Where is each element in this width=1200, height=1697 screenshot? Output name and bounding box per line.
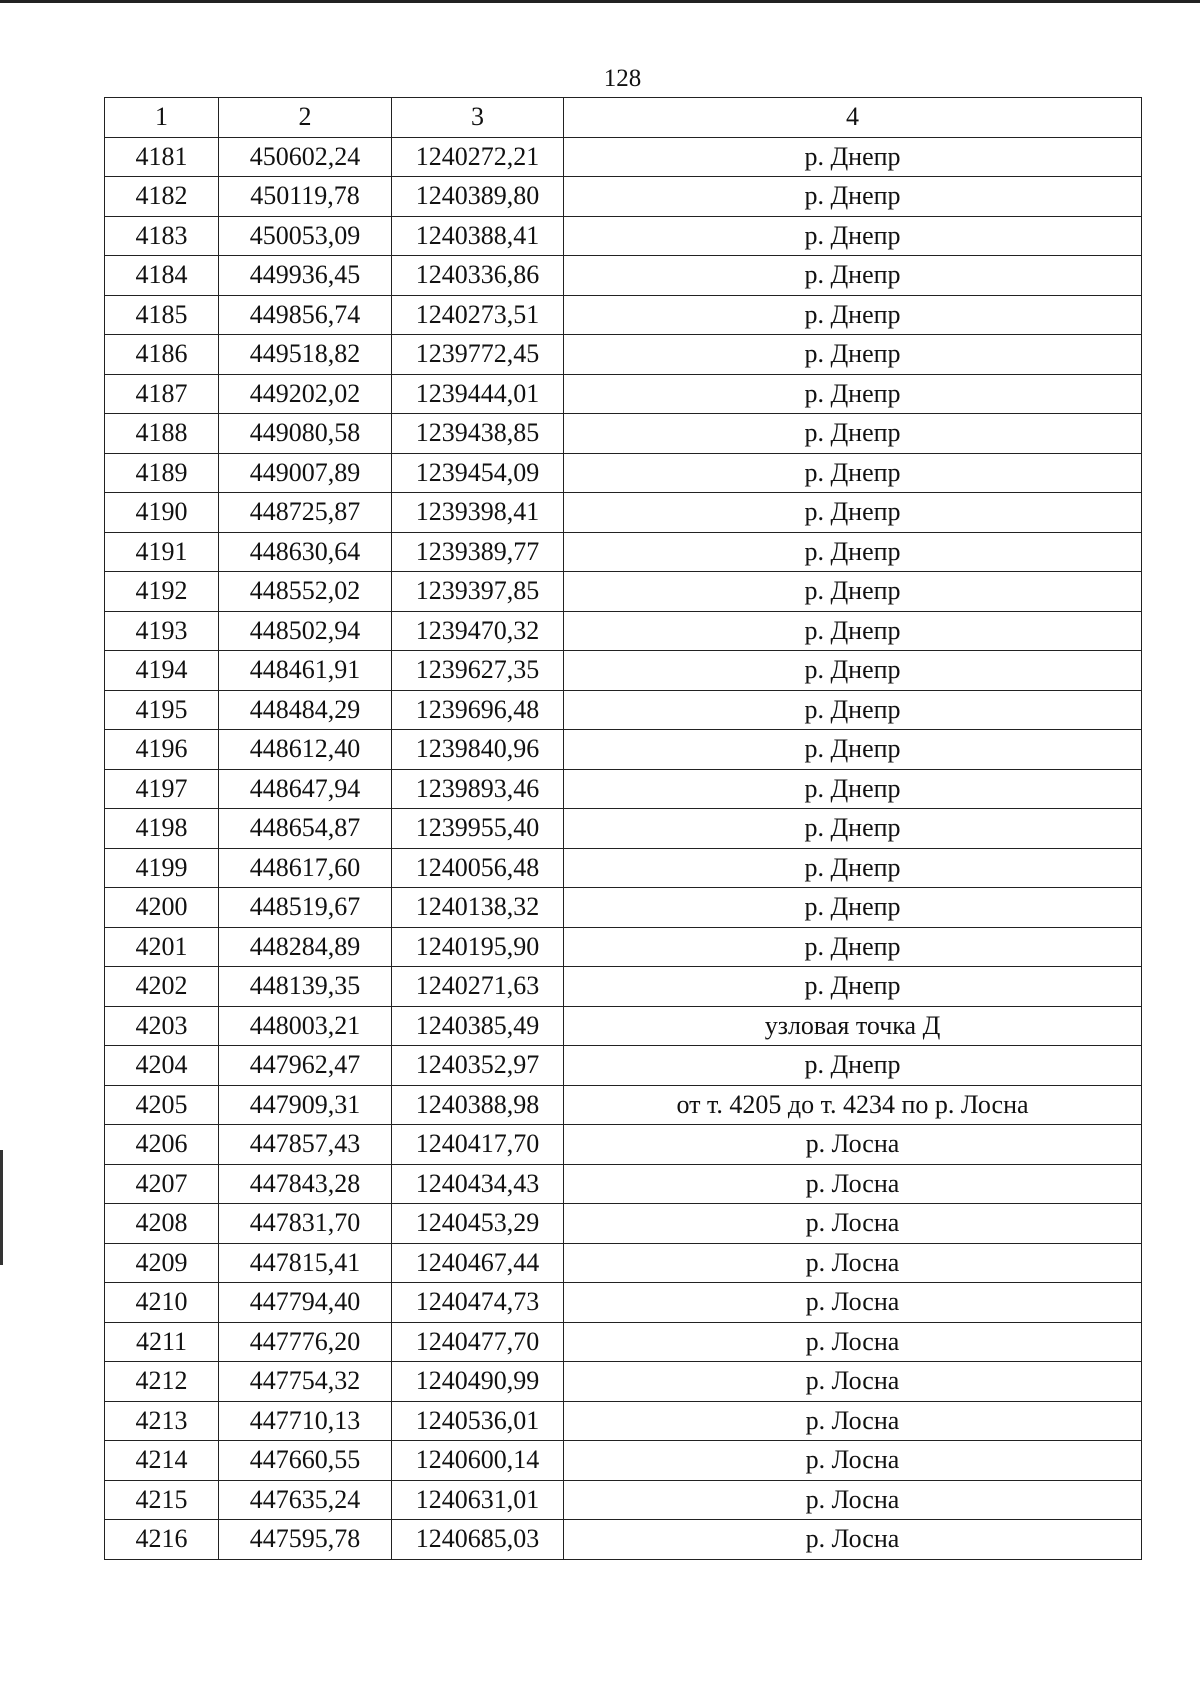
description-cell: р. Днепр	[564, 611, 1142, 651]
description-cell: р. Лосна	[564, 1283, 1142, 1323]
table-row	[105, 177, 1142, 217]
x-coordinate-cell: 447909,31	[219, 1085, 392, 1125]
page-top-edge	[0, 0, 1200, 6]
y-coordinate-cell: 1239444,01	[392, 374, 564, 414]
table-row	[105, 1243, 1142, 1283]
x-coordinate-cell: 448630,64	[219, 532, 392, 572]
description-cell: р. Днепр	[564, 493, 1142, 533]
description-cell: р. Лосна	[564, 1520, 1142, 1560]
table-row	[105, 1322, 1142, 1362]
point-number-cell: 4182	[105, 177, 219, 217]
scan-edge-mark	[0, 1150, 3, 1265]
table-row	[105, 414, 1142, 454]
table-row	[105, 453, 1142, 493]
point-number-cell: 4187	[105, 374, 219, 414]
x-coordinate-cell: 449007,89	[219, 453, 392, 493]
point-number-cell: 4211	[105, 1322, 219, 1362]
y-coordinate-cell: 1240453,29	[392, 1204, 564, 1244]
x-coordinate-cell: 448484,29	[219, 690, 392, 730]
table-row	[105, 1046, 1142, 1086]
y-coordinate-cell: 1240385,49	[392, 1006, 564, 1046]
table-row	[105, 1283, 1142, 1323]
header-cell: 4	[564, 98, 1142, 138]
x-coordinate-cell: 448552,02	[219, 572, 392, 612]
y-coordinate-cell: 1240490,99	[392, 1362, 564, 1402]
point-number-cell: 4201	[105, 927, 219, 967]
description-cell: р. Лосна	[564, 1441, 1142, 1481]
point-number-cell: 4196	[105, 730, 219, 770]
table-row	[105, 927, 1142, 967]
table-row	[105, 1125, 1142, 1165]
y-coordinate-cell: 1240138,32	[392, 888, 564, 928]
point-number-cell: 4207	[105, 1164, 219, 1204]
description-cell: р. Лосна	[564, 1480, 1142, 1520]
description-cell: р. Днепр	[564, 690, 1142, 730]
point-number-cell: 4189	[105, 453, 219, 493]
y-coordinate-cell: 1240271,63	[392, 967, 564, 1007]
y-coordinate-cell: 1239840,96	[392, 730, 564, 770]
point-number-cell: 4205	[105, 1085, 219, 1125]
description-cell: р. Днепр	[564, 453, 1142, 493]
description-cell: р. Днепр	[564, 335, 1142, 375]
table-row	[105, 888, 1142, 928]
point-number-cell: 4195	[105, 690, 219, 730]
table-row	[105, 374, 1142, 414]
x-coordinate-cell: 448519,67	[219, 888, 392, 928]
header-cell: 2	[219, 98, 392, 138]
table-row	[105, 256, 1142, 296]
x-coordinate-cell: 447794,40	[219, 1283, 392, 1323]
x-coordinate-cell: 449202,02	[219, 374, 392, 414]
point-number-cell: 4193	[105, 611, 219, 651]
y-coordinate-cell: 1239389,77	[392, 532, 564, 572]
y-coordinate-cell: 1239955,40	[392, 809, 564, 849]
table-row	[105, 216, 1142, 256]
table-row	[105, 967, 1142, 1007]
x-coordinate-cell: 448617,60	[219, 848, 392, 888]
page-number: 128	[603, 65, 642, 92]
table-row	[105, 1164, 1142, 1204]
point-number-cell: 4215	[105, 1480, 219, 1520]
table-row	[105, 1006, 1142, 1046]
table-row	[105, 1520, 1142, 1560]
x-coordinate-cell: 447843,28	[219, 1164, 392, 1204]
point-number-cell: 4203	[105, 1006, 219, 1046]
y-coordinate-cell: 1239398,41	[392, 493, 564, 533]
point-number-cell: 4213	[105, 1401, 219, 1441]
description-cell: р. Днепр	[564, 532, 1142, 572]
point-number-cell: 4206	[105, 1125, 219, 1165]
y-coordinate-cell: 1240388,98	[392, 1085, 564, 1125]
table-row	[105, 1480, 1142, 1520]
y-coordinate-cell: 1240434,43	[392, 1164, 564, 1204]
point-number-cell: 4200	[105, 888, 219, 928]
y-coordinate-cell: 1240195,90	[392, 927, 564, 967]
description-cell: р. Днепр	[564, 1046, 1142, 1086]
header-cell: 1	[105, 98, 219, 138]
x-coordinate-cell: 450053,09	[219, 216, 392, 256]
y-coordinate-cell: 1240336,86	[392, 256, 564, 296]
y-coordinate-cell: 1239893,46	[392, 769, 564, 809]
point-number-cell: 4183	[105, 216, 219, 256]
description-cell: р. Днепр	[564, 848, 1142, 888]
coordinates-table	[104, 97, 1142, 1560]
description-cell: р. Днепр	[564, 809, 1142, 849]
point-number-cell: 4184	[105, 256, 219, 296]
point-number-cell: 4194	[105, 651, 219, 691]
description-cell: р. Лосна	[564, 1322, 1142, 1362]
point-number-cell: 4198	[105, 809, 219, 849]
table-row	[105, 532, 1142, 572]
point-number-cell: 4209	[105, 1243, 219, 1283]
description-cell: узловая точка Д	[564, 1006, 1142, 1046]
description-cell: р. Днепр	[564, 927, 1142, 967]
point-number-cell: 4212	[105, 1362, 219, 1402]
description-cell: р. Днепр	[564, 177, 1142, 217]
y-coordinate-cell: 1240056,48	[392, 848, 564, 888]
table-row	[105, 690, 1142, 730]
y-coordinate-cell: 1239470,32	[392, 611, 564, 651]
description-cell: от т. 4205 до т. 4234 по р. Лосна	[564, 1085, 1142, 1125]
point-number-cell: 4214	[105, 1441, 219, 1481]
x-coordinate-cell: 447660,55	[219, 1441, 392, 1481]
x-coordinate-cell: 447595,78	[219, 1520, 392, 1560]
x-coordinate-cell: 448461,91	[219, 651, 392, 691]
y-coordinate-cell: 1239454,09	[392, 453, 564, 493]
x-coordinate-cell: 448612,40	[219, 730, 392, 770]
y-coordinate-cell: 1240600,14	[392, 1441, 564, 1481]
table-row	[105, 1441, 1142, 1481]
point-number-cell: 4185	[105, 295, 219, 335]
y-coordinate-cell: 1240536,01	[392, 1401, 564, 1441]
table-row	[105, 572, 1142, 612]
table-row	[105, 809, 1142, 849]
point-number-cell: 4188	[105, 414, 219, 454]
table-row	[105, 335, 1142, 375]
table-row	[105, 493, 1142, 533]
y-coordinate-cell: 1239627,35	[392, 651, 564, 691]
x-coordinate-cell: 449856,74	[219, 295, 392, 335]
description-cell: р. Лосна	[564, 1164, 1142, 1204]
y-coordinate-cell: 1240273,51	[392, 295, 564, 335]
x-coordinate-cell: 447831,70	[219, 1204, 392, 1244]
description-cell: р. Днепр	[564, 216, 1142, 256]
table-row	[105, 1401, 1142, 1441]
y-coordinate-cell: 1240272,21	[392, 137, 564, 177]
description-cell: р. Днепр	[564, 137, 1142, 177]
table-row	[105, 1204, 1142, 1244]
x-coordinate-cell: 447754,32	[219, 1362, 392, 1402]
description-cell: р. Днепр	[564, 769, 1142, 809]
description-cell: р. Днепр	[564, 374, 1142, 414]
y-coordinate-cell: 1239397,85	[392, 572, 564, 612]
x-coordinate-cell: 450119,78	[219, 177, 392, 217]
table-row	[105, 295, 1142, 335]
y-coordinate-cell: 1239772,45	[392, 335, 564, 375]
x-coordinate-cell: 448654,87	[219, 809, 392, 849]
y-coordinate-cell: 1240417,70	[392, 1125, 564, 1165]
description-cell: р. Лосна	[564, 1125, 1142, 1165]
x-coordinate-cell: 448647,94	[219, 769, 392, 809]
description-cell: р. Днепр	[564, 651, 1142, 691]
point-number-cell: 4197	[105, 769, 219, 809]
description-cell: р. Днепр	[564, 295, 1142, 335]
x-coordinate-cell: 447635,24	[219, 1480, 392, 1520]
point-number-cell: 4190	[105, 493, 219, 533]
table-row	[105, 1085, 1142, 1125]
description-cell: р. Лосна	[564, 1362, 1142, 1402]
y-coordinate-cell: 1240477,70	[392, 1322, 564, 1362]
x-coordinate-cell: 447962,47	[219, 1046, 392, 1086]
x-coordinate-cell: 447815,41	[219, 1243, 392, 1283]
y-coordinate-cell: 1240352,97	[392, 1046, 564, 1086]
y-coordinate-cell: 1240467,44	[392, 1243, 564, 1283]
description-cell: р. Днепр	[564, 888, 1142, 928]
table-row	[105, 651, 1142, 691]
description-cell: р. Днепр	[564, 730, 1142, 770]
description-cell: р. Лосна	[564, 1204, 1142, 1244]
description-cell: р. Днепр	[564, 967, 1142, 1007]
x-coordinate-cell: 449080,58	[219, 414, 392, 454]
table-row	[105, 730, 1142, 770]
x-coordinate-cell: 447857,43	[219, 1125, 392, 1165]
point-number-cell: 4186	[105, 335, 219, 375]
table-header-row	[105, 98, 1142, 138]
description-cell: р. Днепр	[564, 256, 1142, 296]
table-body	[105, 137, 1142, 1559]
y-coordinate-cell: 1239696,48	[392, 690, 564, 730]
x-coordinate-cell: 449518,82	[219, 335, 392, 375]
point-number-cell: 4216	[105, 1520, 219, 1560]
point-number-cell: 4208	[105, 1204, 219, 1244]
x-coordinate-cell: 448502,94	[219, 611, 392, 651]
y-coordinate-cell: 1240388,41	[392, 216, 564, 256]
point-number-cell: 4210	[105, 1283, 219, 1323]
point-number-cell: 4199	[105, 848, 219, 888]
point-number-cell: 4181	[105, 137, 219, 177]
y-coordinate-cell: 1239438,85	[392, 414, 564, 454]
x-coordinate-cell: 450602,24	[219, 137, 392, 177]
table-row	[105, 1362, 1142, 1402]
point-number-cell: 4204	[105, 1046, 219, 1086]
x-coordinate-cell: 447710,13	[219, 1401, 392, 1441]
description-cell: р. Днепр	[564, 414, 1142, 454]
table-row	[105, 848, 1142, 888]
point-number-cell: 4202	[105, 967, 219, 1007]
table-row	[105, 611, 1142, 651]
y-coordinate-cell: 1240474,73	[392, 1283, 564, 1323]
point-number-cell: 4191	[105, 532, 219, 572]
table-row	[105, 769, 1142, 809]
point-number-cell: 4192	[105, 572, 219, 612]
y-coordinate-cell: 1240685,03	[392, 1520, 564, 1560]
x-coordinate-cell: 448139,35	[219, 967, 392, 1007]
description-cell: р. Днепр	[564, 572, 1142, 612]
x-coordinate-cell: 448725,87	[219, 493, 392, 533]
x-coordinate-cell: 447776,20	[219, 1322, 392, 1362]
description-cell: р. Лосна	[564, 1401, 1142, 1441]
x-coordinate-cell: 448003,21	[219, 1006, 392, 1046]
x-coordinate-cell: 449936,45	[219, 256, 392, 296]
y-coordinate-cell: 1240631,01	[392, 1480, 564, 1520]
description-cell: р. Лосна	[564, 1243, 1142, 1283]
table-row	[105, 137, 1142, 177]
x-coordinate-cell: 448284,89	[219, 927, 392, 967]
y-coordinate-cell: 1240389,80	[392, 177, 564, 217]
header-cell: 3	[392, 98, 564, 138]
